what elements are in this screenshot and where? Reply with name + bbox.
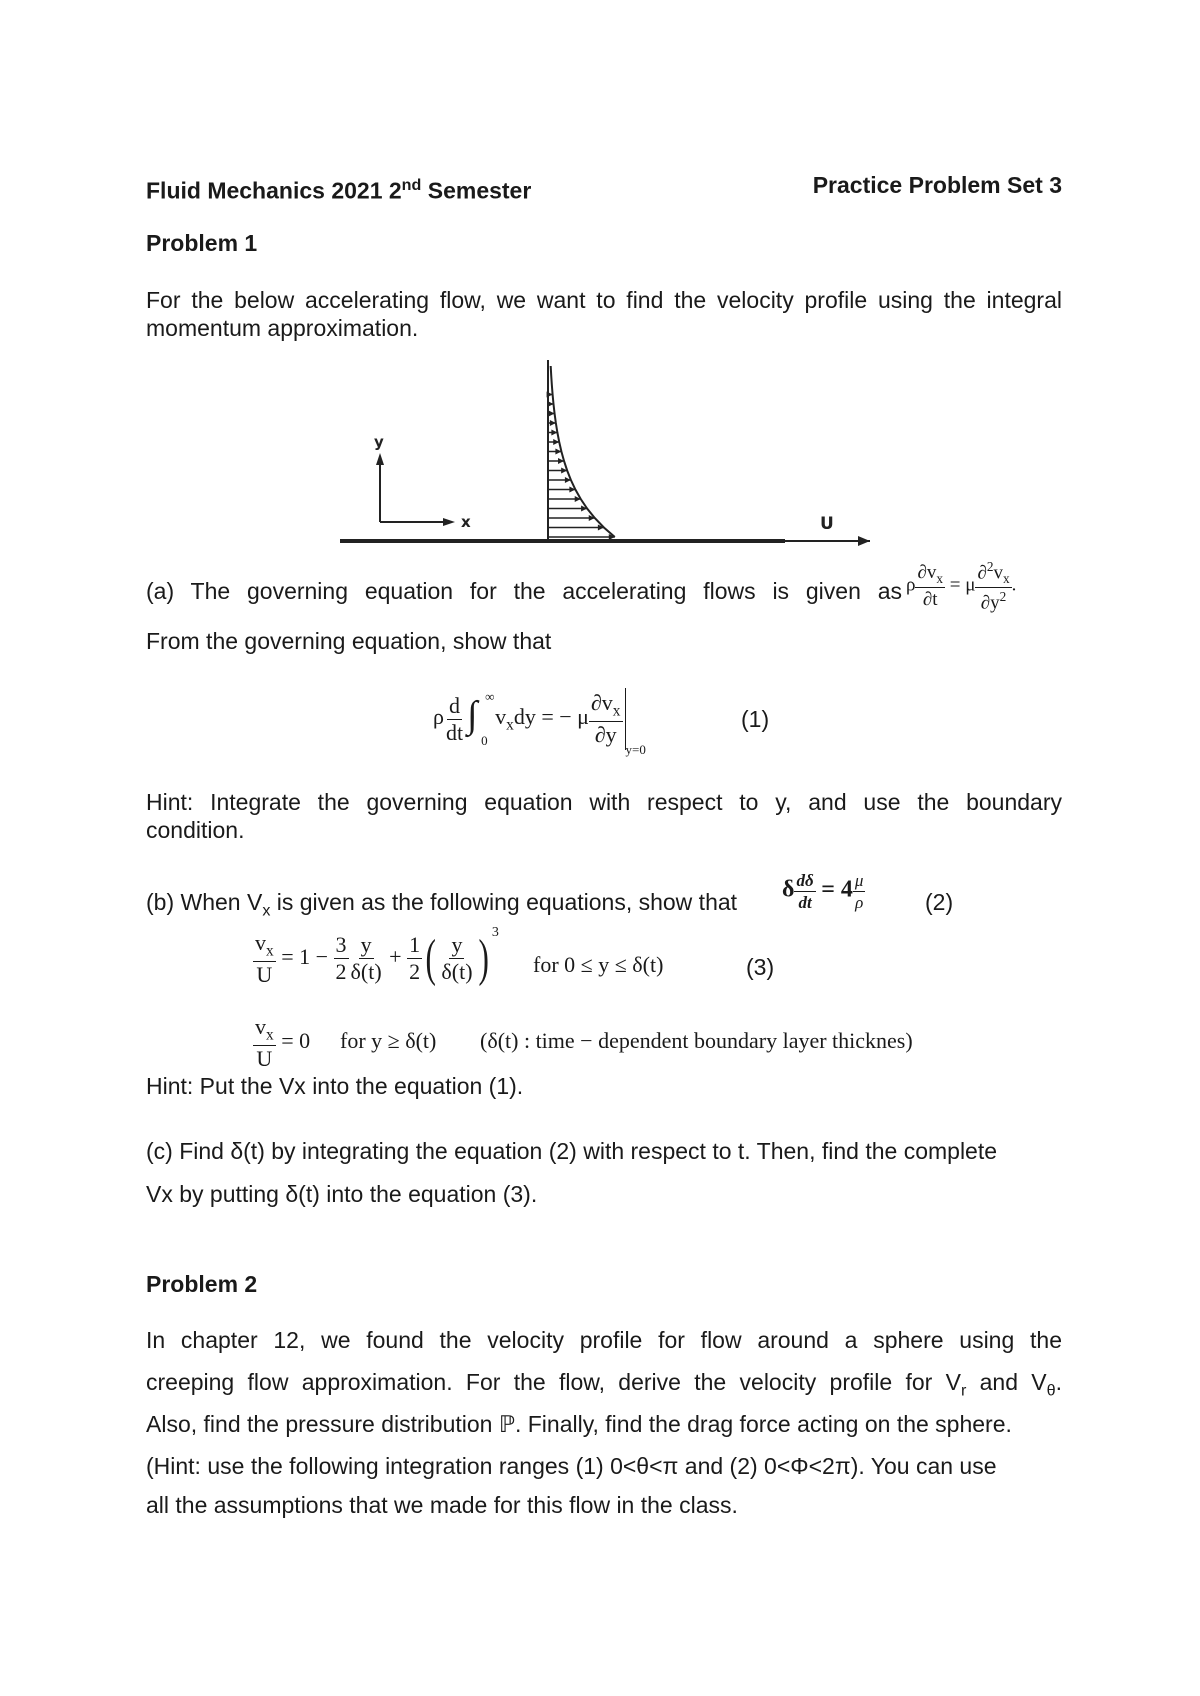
equation-4: $\frac{v_x}{U}$ = 0 — [255, 1014, 311, 1071]
problem-1-intro-line-2: momentum approximation. — [146, 315, 419, 341]
equation-3-number: (3) — [746, 954, 775, 980]
equation-4-note: (δ(t) : time − dependent boundary layer thicknes) — [480, 1028, 913, 1053]
equation-3-condition: for 0 ≤ y ≤ δ(t) — [533, 952, 664, 977]
equation-3: $\frac{v_x}{U}$ = 1 − $\frac{3}{2}$ $\frac{y}{\delta(t)}$ + $\frac{1}{2}$ ( $\frac{y}{\delta(t)}$ ) $^3$ — [255, 925, 499, 987]
velocity-profile — [547, 360, 615, 541]
part-a-show-that: From the governing equation, show that — [146, 628, 552, 654]
equation-2-number: (2) — [925, 889, 954, 915]
problem-2-line-5: all the assumptions that we made for this flow in the class. — [146, 1492, 738, 1518]
governing-equation: ρ $\frac{\partial v_x}{\partial t}$ = μ $\frac{\partial^2v_x}{\partial y^2}$ . — [906, 559, 1017, 614]
y-axis-label: y — [374, 433, 384, 451]
equation-2: δ $\frac{d\delta}{dt}$ = 4 $\frac{\mu}{\rho}$ — [782, 871, 864, 912]
course-title: Fluid Mechanics 2021 2nd Semester — [146, 176, 532, 204]
part-a-hint-line-2: condition. — [146, 817, 245, 843]
problem-2-line-3: Also, find the pressure distribution ℙ. Finally, find the drag force acting on the sphere. — [146, 1411, 1012, 1437]
problem-2-line-1: In chapter 12, we found the velocity profile for flow around a sphere using the — [146, 1327, 1062, 1353]
boundary-layer-figure — [330, 355, 880, 555]
part-b-hint: Hint: Put the Vx into the equation (1). — [146, 1073, 524, 1099]
problem-set-title: Practice Problem Set 3 — [812, 172, 1062, 198]
problem-2-line-4: (Hint: use the following integration ranges (1) 0<θ<π and (2) 0<Φ<2π). You can use — [146, 1453, 997, 1479]
part-c-line-1: (c) Find δ(t) by integrating the equation (2) with respect to t. Then, find the complete — [146, 1138, 998, 1164]
part-b-statement: (b) When $V_x$ is given as the following equations, show that — [146, 889, 738, 920]
problem-1-heading: Problem 1 — [146, 230, 258, 256]
part-a-statement: (a) The governing equation for the accelerating flows is given as — [146, 578, 902, 604]
problem-2-heading: Problem 2 — [146, 1271, 258, 1297]
problem-2-line-2: creeping flow approximation. For the flow, derive the velocity profile for $V_r$ and $V_\theta$. — [146, 1369, 1062, 1400]
part-a-hint-line-1: Hint: Integrate the governing equation with respect to y, and use the boundary — [146, 789, 1062, 815]
problem-1-intro-line-1: For the below accelerating flow, we want to find the velocity profile using the integral — [146, 287, 1062, 313]
u-label: U — [820, 514, 834, 534]
equation-1-number: (1) — [741, 706, 770, 732]
part-c-line-2: Vx by putting δ(t) into the equation (3). — [146, 1181, 538, 1207]
x-axis-label: x — [461, 513, 471, 531]
equation-4-condition: for y ≥ δ(t) — [340, 1028, 437, 1053]
equation-1: ρ $\frac{d}{dt}$ ∫ ∞ 0 $v_xdy$ = − μ $\frac{\partial v_x}{\partial y}$ $_{y=0}$ — [433, 689, 646, 758]
